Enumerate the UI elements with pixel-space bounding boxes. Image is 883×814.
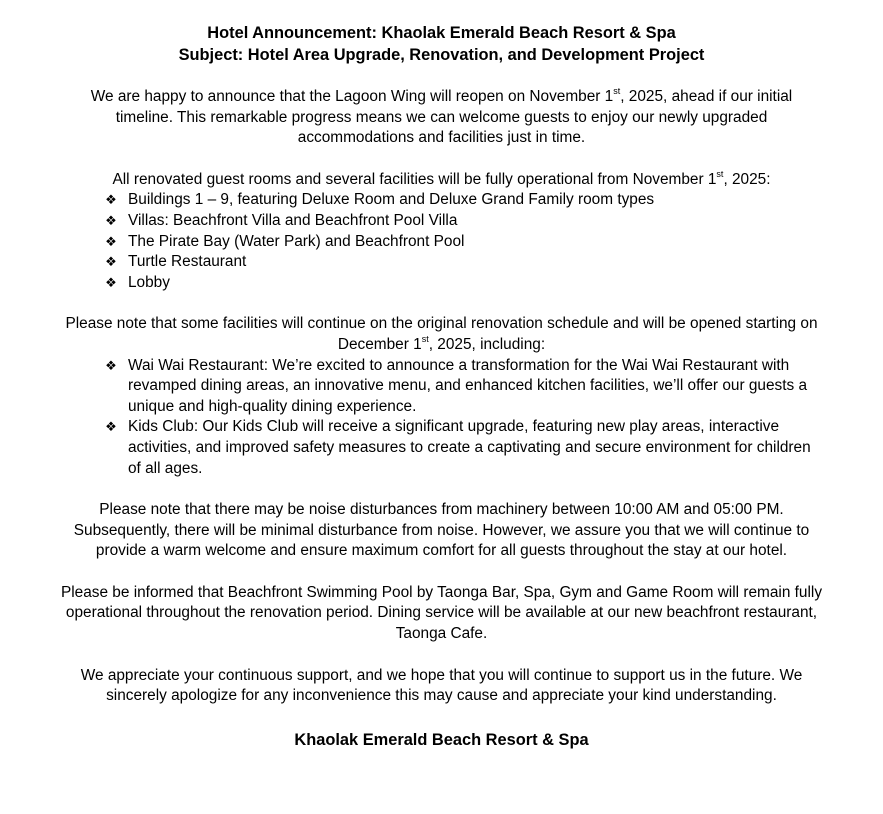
section1-ordinal-suffix: st: [716, 168, 724, 179]
section1-lead-part2: , 2025:: [723, 170, 771, 188]
noise-paragraph: Please note that there may be noise disturbances from machinery between 10:00 AM and 05:00 PM. Subsequently, there will be minimal disturbance from noise. However, we assure you that we will continue to provide a warm welcome and ensure maximum comfort for all guests throughout the stay at our hotel.: [73, 501, 810, 560]
operational-paragraph: Please be informed that Beachfront Swimming Pool by Taonga Bar, Spa, Gym and Game Room will remain fully operational throughout the renovation period. Dining service will be available at our new beachfront restaurant, Taonga Cafe.: [60, 583, 823, 643]
list-item: [103, 273, 823, 294]
list-item: [103, 211, 823, 232]
intro-ordinal-suffix: st: [613, 85, 621, 96]
list-item-text: Wai Wai Restaurant: We’re excited to announce a transformation for the Wai Wai Restaurant with revamped dining areas, an innovative menu, and enhanced kitchen facilities, we’ll offer our guests a unique and high-quality dining experience.: [128, 356, 808, 415]
diamond-bullet-icon: ❖: [105, 254, 117, 270]
diamond-bullet-icon: ❖: [105, 419, 117, 435]
list-item: [103, 232, 823, 253]
intro-paragraph: [60, 87, 823, 149]
document-subject: Subject: Hotel Area Upgrade, Renovation, and Development Project: [178, 46, 705, 64]
list-item: [103, 190, 823, 211]
list-item-text: Buildings 1 – 9, featuring Deluxe Room and Deluxe Grand Family room types: [128, 191, 655, 209]
section2-lead: [60, 314, 823, 355]
document-title: Hotel Announcement: Khaolak Emerald Beach Resort & Spa: [207, 24, 676, 42]
section1-lead-part1: All renovated guest rooms and several facilities will be fully operational from November 1: [112, 170, 717, 188]
diamond-bullet-icon: ❖: [105, 233, 117, 249]
scheduled-facilities-list: [60, 356, 823, 480]
intro-text-part1: We are happy to announce that the Lagoon Wing will reopen on November 1: [90, 88, 614, 105]
diamond-bullet-icon: ❖: [105, 357, 117, 373]
list-item: [103, 417, 823, 479]
list-item-text: Villas: Beachfront Villa and Beachfront Pool Villa: [128, 211, 458, 229]
diamond-bullet-icon: ❖: [105, 192, 117, 208]
section2-lead-part1: Please note that some facilities will continue on the original renovation schedule and will be opened starting on December 1: [65, 315, 818, 353]
intro-text-part2: , 2025, ahead if our initial timeline. This remarkable progress means we can welcome guests to enjoy our newly upgraded accommodations and facilities just in time.: [115, 88, 793, 147]
section2-lead-part2: , 2025, including:: [428, 335, 546, 353]
list-item: [103, 252, 823, 273]
list-item-text: Kids Club: Our Kids Club will receive a significant upgrade, featuring new play areas, interactive activities, and improved safety measures to create a captivating and secure environment for children of all ages.: [128, 418, 811, 477]
diamond-bullet-icon: ❖: [105, 274, 117, 290]
list-item-text: The Pirate Bay (Water Park) and Beachfront Pool: [128, 232, 465, 250]
list-item-text: Lobby: [128, 273, 170, 291]
closing-paragraph: We appreciate your continuous support, and we hope that you will continue to support us in the future. We sincerely apologize for any inconvenience this may cause and appreciate your kind understanding.: [80, 666, 803, 705]
signature: Khaolak Emerald Beach Resort & Spa: [294, 730, 589, 749]
list-item: [103, 356, 823, 418]
section2-ordinal-suffix: st: [421, 333, 429, 344]
list-item-text: Turtle Restaurant: [128, 253, 247, 271]
section1-lead: [60, 170, 823, 191]
reopened-facilities-list: [60, 190, 823, 293]
diamond-bullet-icon: ❖: [105, 212, 117, 228]
